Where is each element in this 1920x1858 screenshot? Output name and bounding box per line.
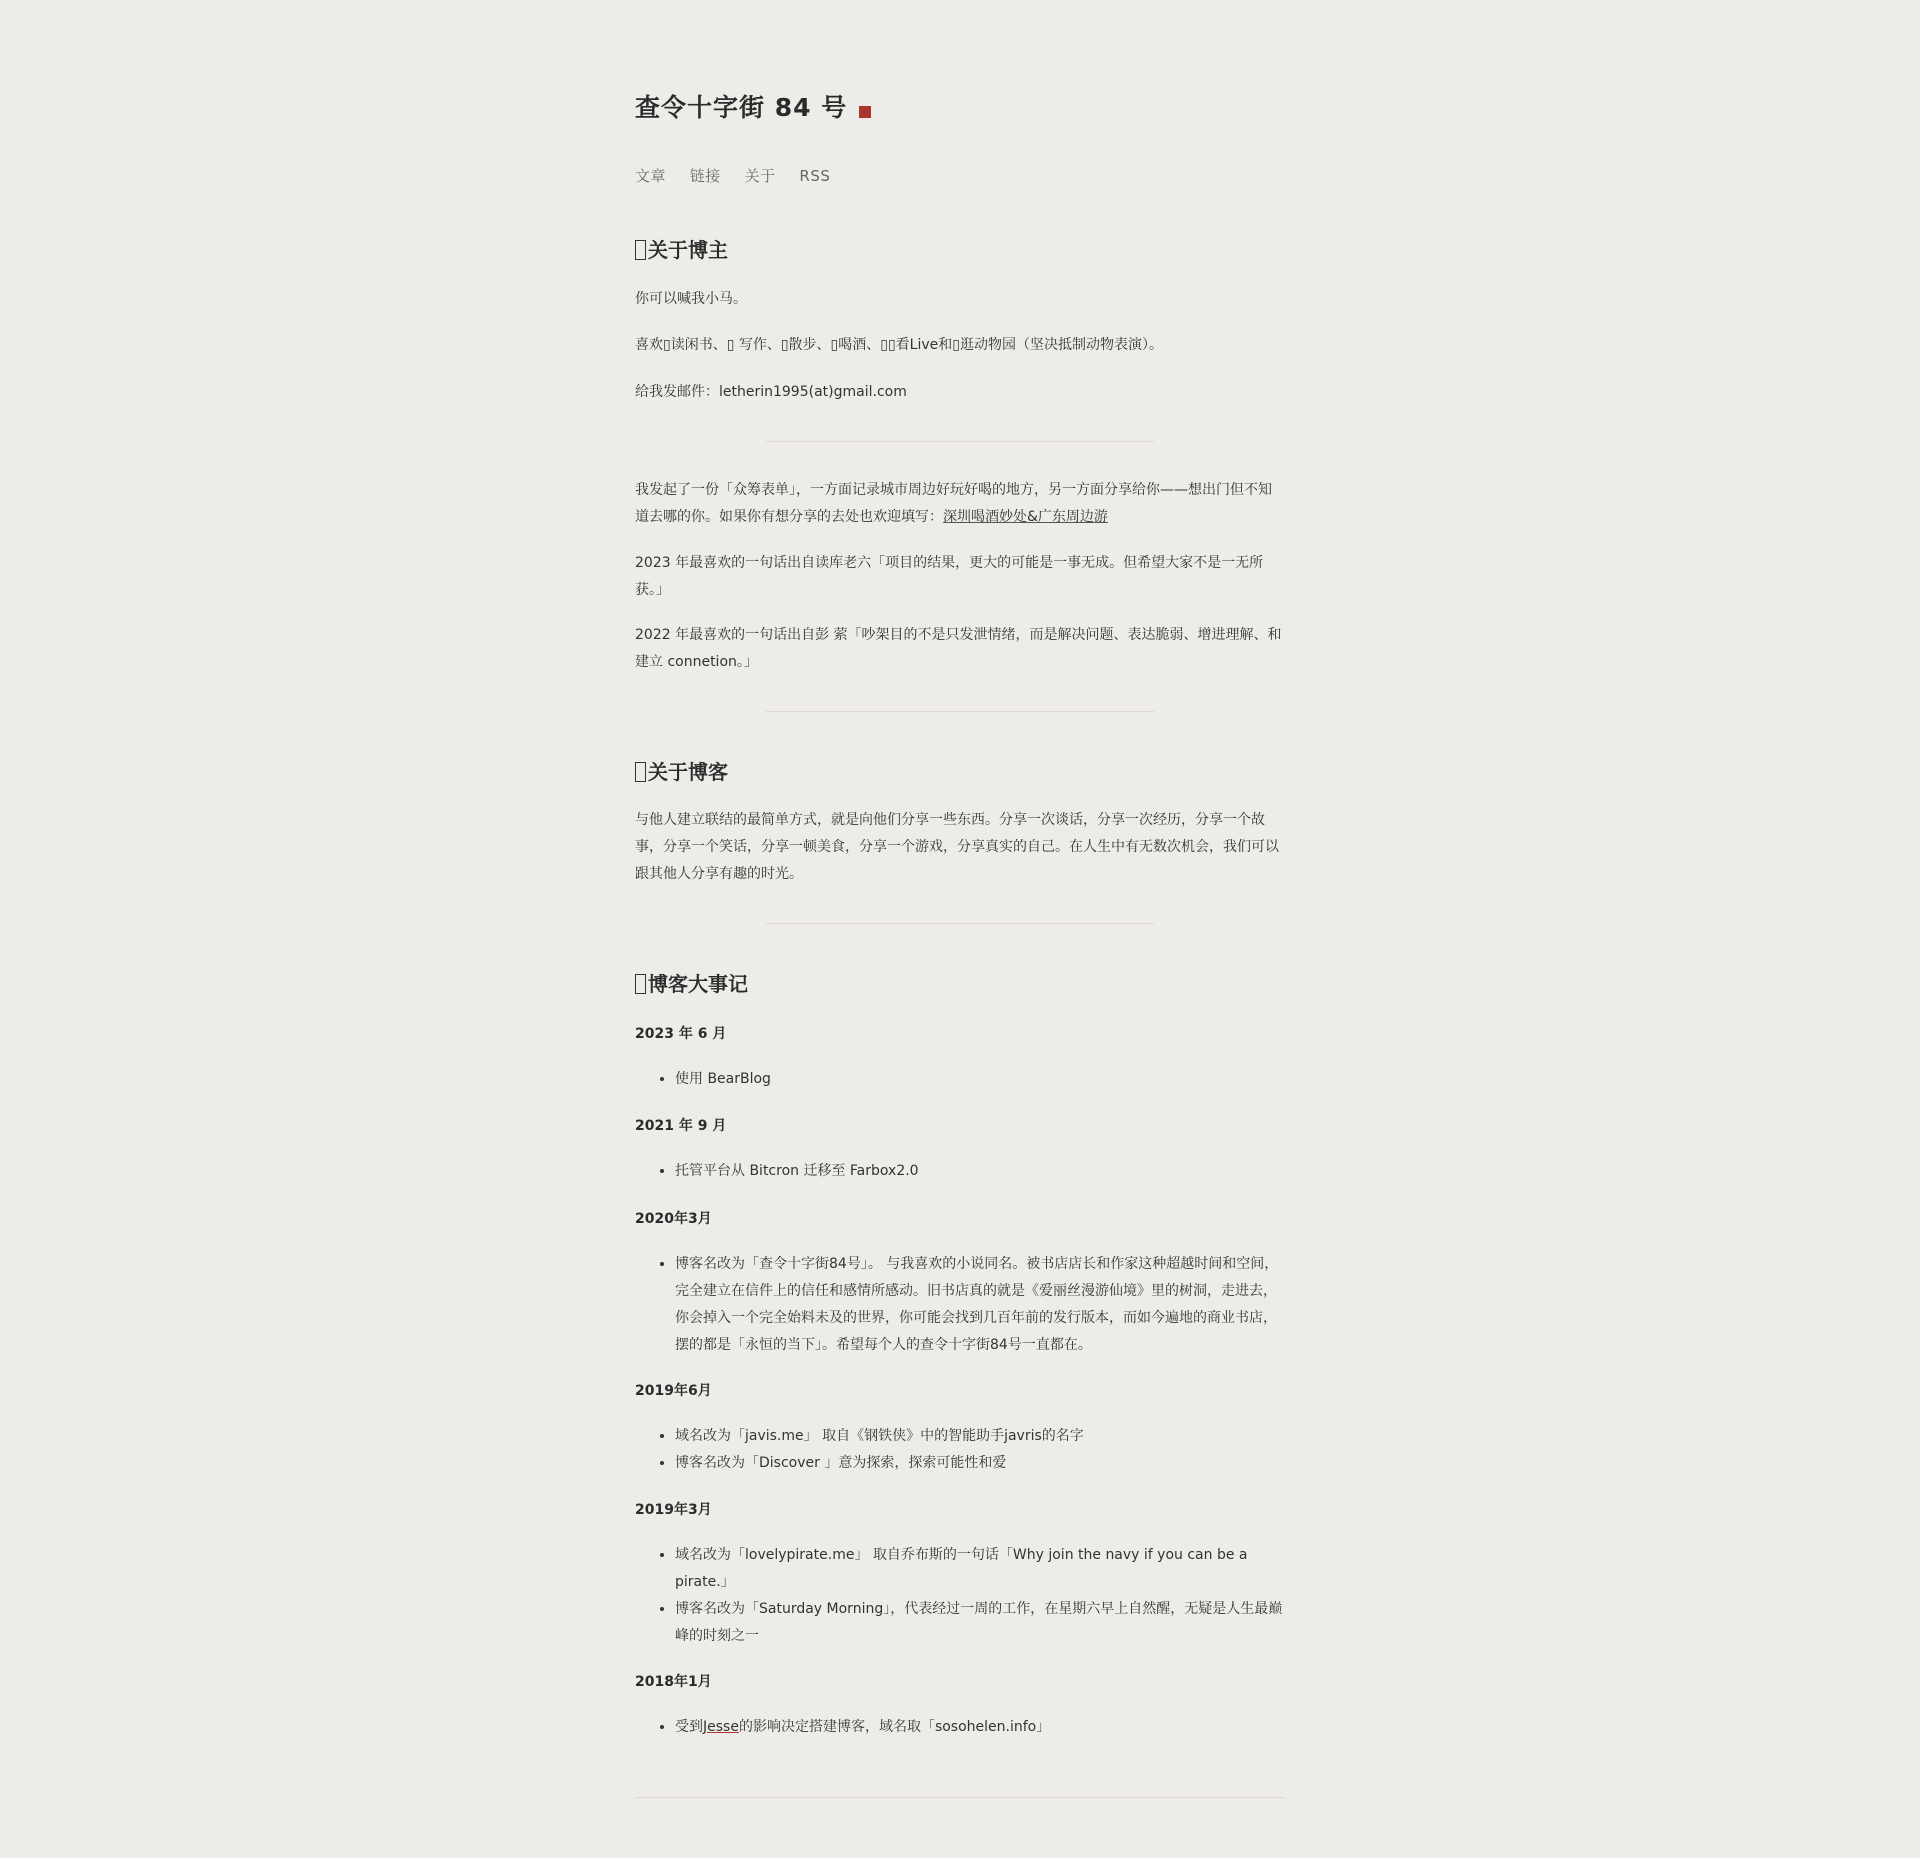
timeline-list — [635, 1714, 1285, 1741]
nav-rss[interactable]: RSS — [799, 167, 831, 185]
timeline-date: 2023 年 6 月 — [635, 1026, 727, 1042]
hobbies-text: 喜欢▯读闲书、▯ 写作、▯散步、▯喝酒、▯▯看Live和▯逛动物园（坚决抵制动物表演）。 — [635, 337, 1163, 353]
timeline-item: • 托管平台从 Bitcron 迁移至 Farbox2.0 — [675, 1158, 1285, 1185]
quote-2023-text: 2023 年最喜欢的一句话出自读库老六「项目的结果，更大的可能是一事无成。但希望大家不是一无所获。」 — [635, 555, 1264, 598]
timeline-entry — [635, 1500, 1285, 1520]
about-blogger-heading: 关于博主 — [635, 236, 1285, 264]
timeline-date: 2021 年 9 月 — [635, 1118, 727, 1134]
timeline-section — [635, 970, 1285, 998]
nav-articles[interactable]: 文章 — [635, 167, 667, 185]
title-square-mark — [859, 106, 871, 118]
missing-emoji-icon — [635, 974, 646, 994]
timeline-list — [635, 1423, 1285, 1477]
timeline-item: • 受到Jesse的影响决定搭建博客，域名取「sosohelen.info」 — [675, 1714, 1285, 1741]
timeline-entry — [635, 1209, 1285, 1229]
email-block — [635, 379, 1285, 406]
crowdsource-block — [635, 477, 1285, 531]
about-blog-body — [635, 807, 1285, 888]
divider — [766, 923, 1154, 924]
quote-2022-block — [635, 622, 1285, 676]
nav-about[interactable]: 关于 — [744, 167, 776, 185]
timeline-date: 2019年3月 — [635, 1502, 712, 1518]
missing-emoji-icon — [635, 762, 646, 782]
site-title[interactable]: 查令十字街 84 号 — [635, 93, 848, 122]
timeline-entry — [635, 1116, 1285, 1136]
timeline-item: • 域名改为「javis.me」 取自《钢铁侠》中的智能助手javris的名字 — [675, 1423, 1285, 1450]
missing-emoji-icon — [635, 240, 646, 260]
timeline-heading: 博客大事记 — [635, 970, 1285, 998]
about-blog-section — [635, 758, 1285, 786]
timeline-entry — [635, 1024, 1285, 1044]
divider — [766, 441, 1154, 442]
timeline-entry — [635, 1381, 1285, 1401]
timeline-list — [635, 1542, 1285, 1650]
about-blog-heading: 关于博客 — [635, 758, 1285, 786]
timeline-entry — [635, 1672, 1285, 1692]
jesse-link[interactable]: Jesse — [703, 1719, 739, 1735]
timeline-list — [635, 1158, 1285, 1185]
timeline-list — [635, 1251, 1285, 1359]
timeline-item: • 使用 BearBlog — [675, 1066, 1285, 1093]
timeline-item: • 博客名改为「Saturday Morning」，代表经过一周的工作，在星期六早上自然醒，无疑是人生最巅峰的时刻之一 — [675, 1596, 1285, 1650]
footer-divider — [635, 1797, 1285, 1798]
timeline-item: • 域名改为「lovelypirate.me」 取自乔布斯的一句话「Why join the navy if you can be a pirate.」 — [675, 1542, 1285, 1596]
hobbies-block — [635, 332, 1285, 359]
timeline-list — [635, 1066, 1285, 1093]
crowdsource-form-link[interactable]: 深圳喝酒妙处&广东周边游 — [943, 509, 1108, 525]
timeline-item: • 博客名改为「查令十字街84号」。 与我喜欢的小说同名。被书店店长和作家这种超越时间和空间，完全建立在信件上的信任和感情所感动。旧书店真的就是《爱丽丝漫游仙境》里的树洞，走进去，你会掉入一个完全始料未及的世界，你可能会找到几百年前的发行版本，而如今遍地的商业书店，摆的都是「永恒的当下」。希望每个人的查令十字街84号一直都在。 — [675, 1251, 1285, 1359]
timeline-date: 2020年3月 — [635, 1211, 712, 1227]
quote-2023-block — [635, 550, 1285, 604]
timeline-date: 2019年6月 — [635, 1383, 712, 1399]
nav-links[interactable]: 链接 — [689, 167, 721, 185]
email-text: 给我发邮件：letherin1995(at)gmail.com — [635, 384, 907, 400]
nickname-text: 你可以喊我小马。 — [635, 291, 747, 307]
timeline-date: 2018年1月 — [635, 1674, 712, 1690]
timeline-item: • 博客名改为「Discover 」意为探索，探索可能性和爱 — [675, 1450, 1285, 1477]
crowdsource-text: 我发起了一份「众筹表单」，一方面记录城市周边好玩好喝的地方，另一方面分享给你——想出门但不知道去哪的你。如果你有想分享的去处也欢迎填写：深圳喝酒妙处&广东周边游 — [635, 482, 1272, 525]
about-blogger-body — [635, 286, 1285, 313]
about-blog-text: 与他人建立联结的最简单方式，就是向他们分享一些东西。分享一次谈话，分享一次经历，分享一个故事，分享一个笑话，分享一顿美食，分享一个游戏，分享真实的自己。在人生中有无数次机会，我们可以跟其他人分享有趣的时光。 — [635, 812, 1279, 882]
main-nav — [635, 165, 849, 186]
about-blogger-section — [635, 236, 1285, 264]
divider — [766, 711, 1154, 712]
quote-2022-text: 2022 年最喜欢的一句话出自彭 萦「吵架目的不是只发泄情绪，而是解决问题、表达脆弱、增进理解、和建立 connetion。」 — [635, 627, 1282, 670]
